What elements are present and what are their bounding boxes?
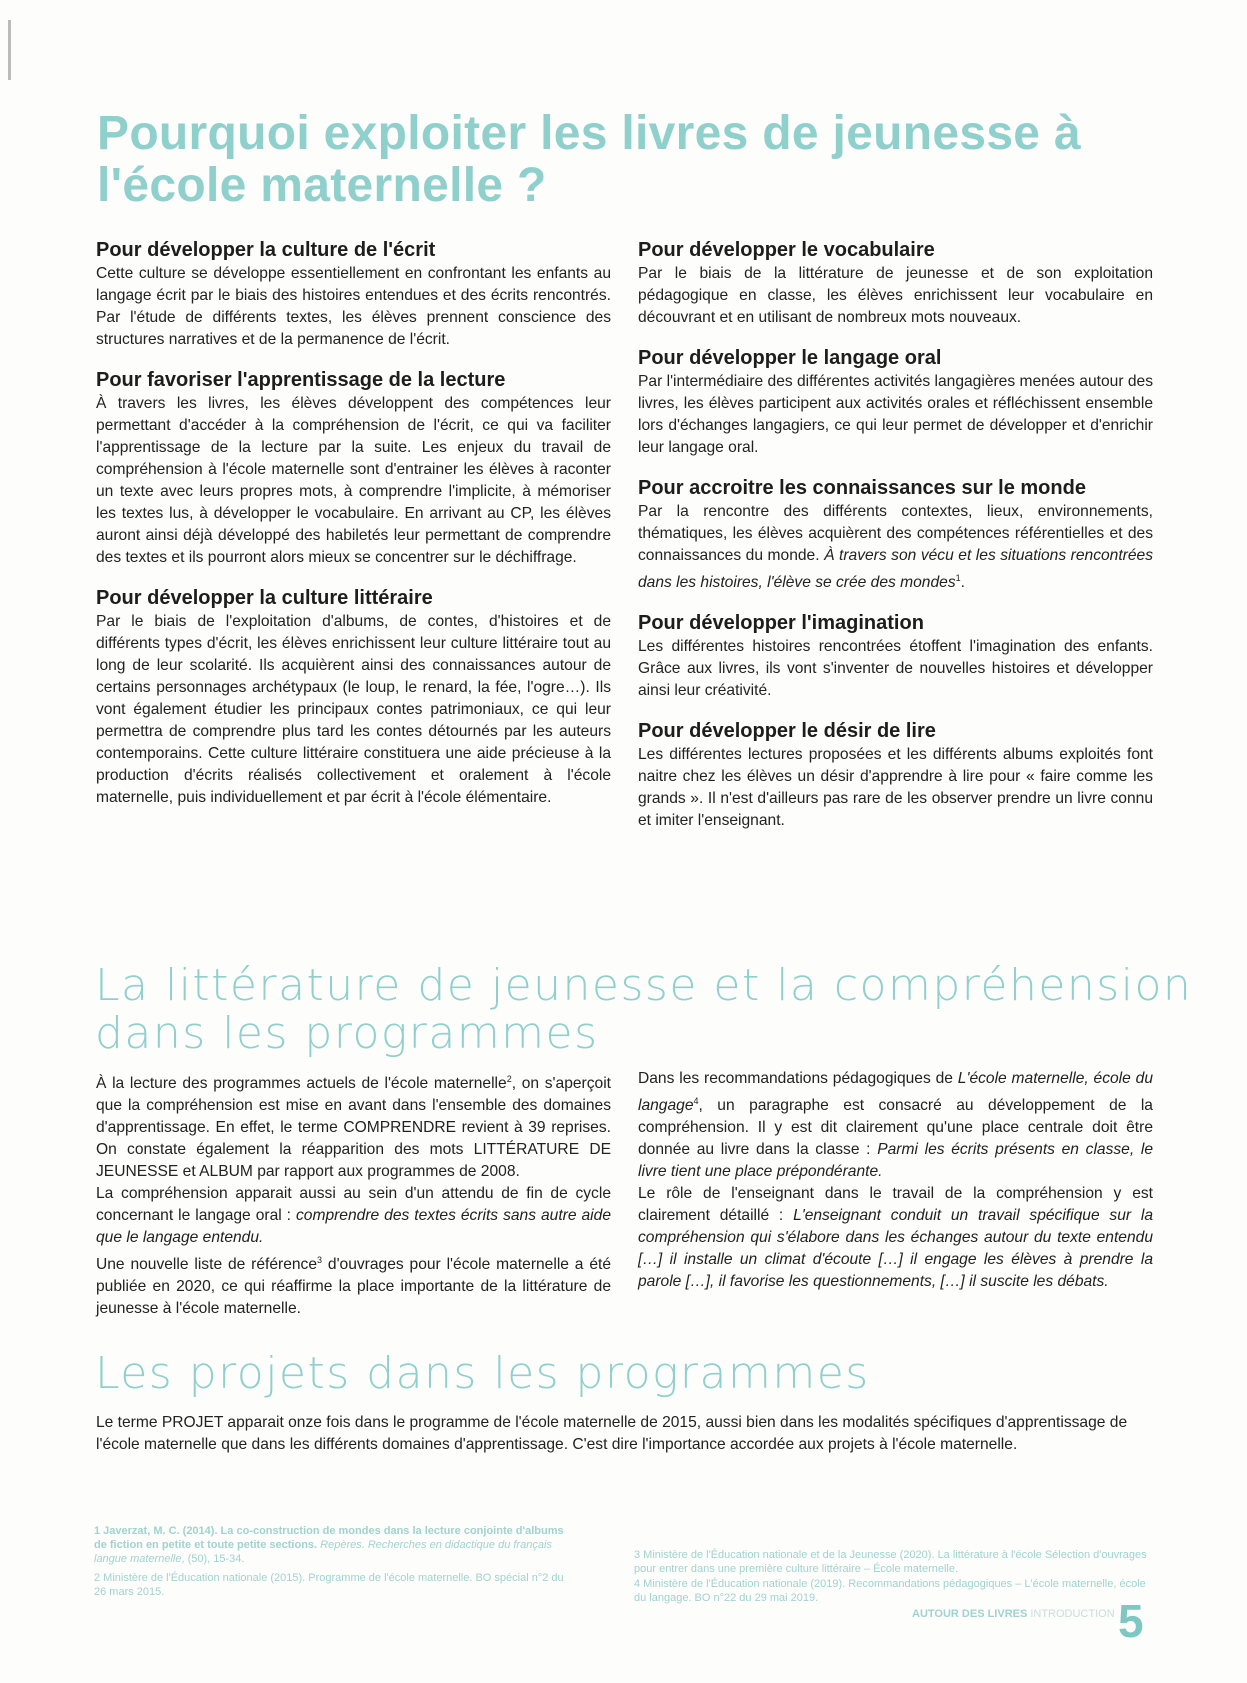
footnotes-right [634, 1548, 1154, 1610]
section-text: Cette culture se développe essentiellement en confrontant les enfants au langage écrit par le biais des histoires entendues et des écrits rencontrés. Par l'étude de différents textes, les élèves prennent conscience des structures narratives et de la permanence de l'écrit. [96, 265, 611, 348]
paragraph: À la lecture des programmes actuels de l'école maternelle$^2$, on s'aperçoit que la compréhension est mise en avant dans l'ensemble des domaines d'apprentissage. En effet, le terme COMPRENDRE revient à 39 reprises. On constate également la réapparition des mots LITTÉRATURE DE JEUNESSE et ALBUM par rapport aux programmes de 2008. [96, 1074, 611, 1181]
section-heading: Pour favoriser l'apprentissage de la lecture [96, 369, 506, 391]
paragraph: La compréhension apparait aussi au sein d'un attendu de fin de cycle concernant le langage oral : comprendre des textes écrits sans autre aide que le langage entendu. [96, 1185, 611, 1247]
section-heading: Pour développer la culture de l'écrit [96, 239, 436, 261]
right-column [638, 238, 1153, 849]
running-footer: AUTOUR DES LIVRES INTRODUCTION [912, 1608, 1115, 1620]
footnotes-left [94, 1524, 574, 1604]
page-title: Pourquoi exploiter les livres de jeunesse à l'école maternelle ? [97, 107, 1081, 212]
section2-right [638, 1068, 1153, 1293]
paragraph: Une nouvelle liste de référence$^3$ d'ouvrages pour l'école maternelle a été publiée en 2020, ce qui réaffirme la place importante de la littérature de jeunesse à l'école maternelle. [96, 1255, 611, 1318]
footnote-1: 1 Javerzat, M. C. (2014). La co-construction de mondes dans la lecture conjointe d'albums de fiction en petite et toute petite sections. Repères. Recherches en didactique du français langue maternelle, (50), 15-34. [94, 1525, 564, 1565]
scan-edge [8, 20, 11, 80]
section-text: Les différentes histoires rencontrées étoffent l'imagination des enfants. Grâce aux livres, ils vont s'inventer de nouvelles histoires et développer ainsi leur créativité. [638, 638, 1153, 700]
section3-text: Le terme PROJET apparait onze fois dans le programme de l'école maternelle de 2015, aussi bien dans les modalités spécifiques d'apprentissage de l'école maternelle que dans les différents domaines d'apprentissage. C'est dire l'importance accordée aux projets à l'école maternelle. [96, 1414, 1128, 1453]
paragraph: Le rôle de l'enseignant dans le travail de la compréhension y est clairement détaillé : L'enseignant conduit un travail spécifique sur la compréhension qui s'élabore dans les échanges autour du texte entendu […] il installe un climat d'écoute […] il engage les élèves à prendre la parole […], il favorise les questionnements, […] il suscite les débats. [638, 1185, 1153, 1291]
left-column [96, 238, 611, 826]
paragraph: Dans les recommandations pédagogiques de L'école maternelle, école du langage$^4$, un paragraphe est consacré au développement de la compréhension. Il y est dit clairement qu'une place centrale doit être donnée au livre dans la classe : Parmi les écrits présents en classe, le livre tient une place prépondérante. [638, 1070, 1153, 1181]
page-number: 5 [1118, 1595, 1144, 1647]
section-text: Par l'intermédiaire des différentes activités langagières menées autour des livres, les élèves participent aux activités orales et réfléchissent ensemble lors d'échanges langagiers, ce qui leur permet de développer et d'enrichir leur langage oral. [638, 373, 1153, 456]
section-text: À travers les livres, les élèves développent des compétences leur permettant d'accéder à la compréhension de l'écrit, ce qui va faciliter l'apprentissage de la lecture par la suite. Les enjeux du travail de compréhension à l'école maternelle sont d'entrainer les élèves à raconter un texte avec leurs propres mots, à comprendre l'implicite, à mémoriser les textes lus, à développer le vocabulaire. En arrivant au CP, les élèves auront ainsi déjà développé des habiletés leur permettant de comprendre des textes et ils pourront alors mieux se concentrer sur le déchiffrage. [96, 395, 611, 566]
footnote-4: 4 Ministère de l'Éducation nationale (2019). Recommandations pédagogiques – L'école maternelle, école du langage. BO n°22 du 29 mai 2019. [634, 1578, 1146, 1604]
section-heading: Pour développer le désir de lire [638, 720, 936, 743]
section2-left [96, 1068, 611, 1320]
section-text: Par le biais de l'exploitation d'albums, de contes, d'histoires et de différents types d'écrit, les élèves enrichissent leur culture littéraire tout au long de leur scolarité. Ils acquièrent ainsi des connaissances autour de certains personnages archétypaux (le loup, le renard, la fée, l'ogre…). Ils vont également étudier les principaux contes patrimoniaux, ce qui leur permettra de comprendre plus tard les contes détournés par les auteurs contemporains. Cette culture littéraire constituera une aide précieuse à la production d'écrits réalisés collectivement et oralement à l'école maternelle, puis individuellement et par écrit à l'école élémentaire. [96, 613, 611, 806]
section3-title: Les projets dans les programmes [95, 1348, 870, 1399]
footnote-2: 2 Ministère de l'Éducation nationale (2015). Programme de l'école maternelle. BO spécial n°2 du 26 mars 2015. [94, 1572, 564, 1598]
section-heading: Pour développer le langage oral [638, 347, 942, 369]
section-heading: Pour développer l'imagination [638, 612, 924, 635]
section-text: Par la rencontre des différents contextes, lieux, environnements, thématiques, les élèves acquièrent des compétences référentielles et des connaissances du monde. À travers son vécu et les situations rencontrées dans les histoires, l'élève se crée des mondes$^1$. [638, 503, 1153, 592]
section-heading: Pour développer le vocabulaire [638, 239, 935, 261]
section-text: Par le biais de la littérature de jeunesse et de son exploitation pédagogique en classe, les élèves enrichissent leur vocabulaire en découvrant et en utilisant de nombreux mots nouveaux. [638, 265, 1153, 326]
section2-title: La littérature de jeunesse et la compréhension dans les programmes [95, 960, 1193, 1059]
section-heading: Pour développer la culture littéraire [96, 587, 433, 609]
section-heading: Pour accroitre les connaissances sur le monde [638, 477, 1086, 499]
section-text: Les différentes lectures proposées et les différents albums exploités font naitre chez les élèves un désir d'apprendre à lire pour « faire comme les grands ». Il n'est d'ailleurs pas rare de les observer prendre un livre connu et imiter l'enseignant. [638, 746, 1153, 830]
footnote-3: 3 Ministère de l'Éducation nationale et de la Jeunesse (2020). La littérature à l'école Sélection d'ouvrages pour entrer dans une première culture littéraire – École maternelle. [634, 1549, 1147, 1575]
